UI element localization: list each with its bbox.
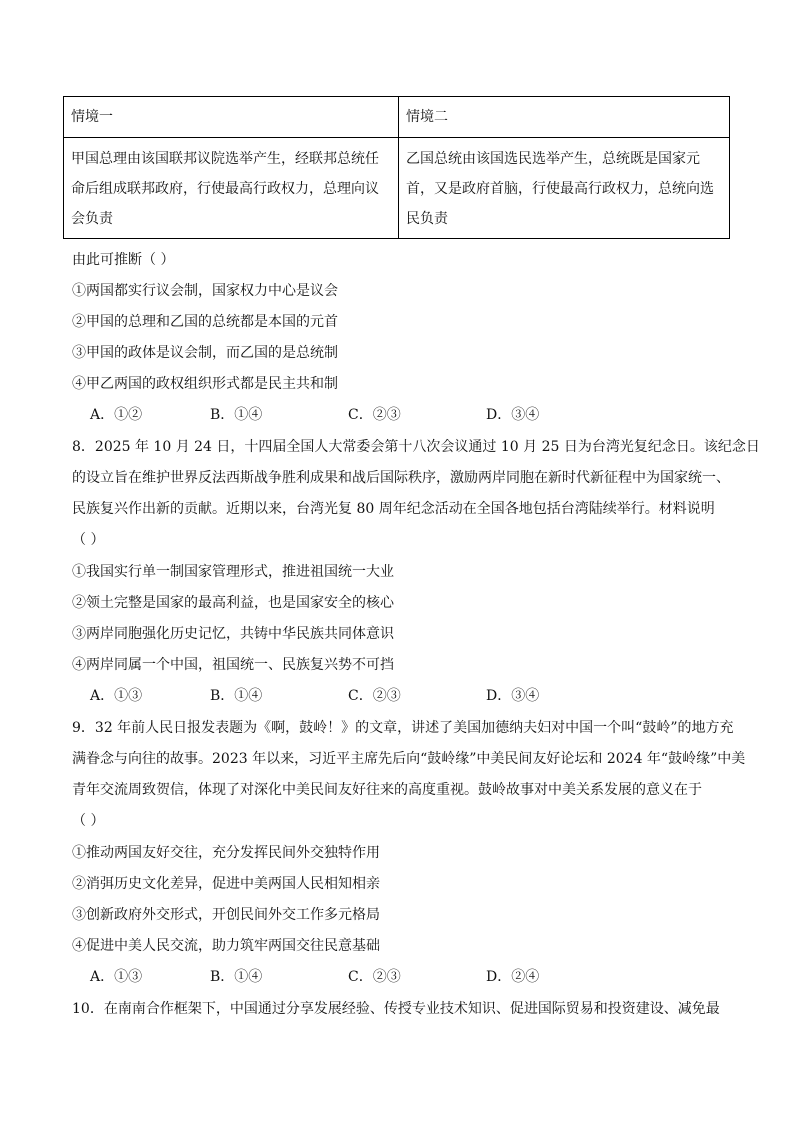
- q9-statement-1: ①推动两国友好交往，充分发挥民间外交独特作用: [72, 845, 380, 861]
- q7-option-a[interactable]: A．①②: [90, 407, 143, 423]
- q8-stem-line-3: 民族复兴作出新的贡献。近期以来，台湾光复 80 周年纪念活动在全国各地包括台湾陆续举行。材料说明: [72, 501, 715, 517]
- q9-option-b[interactable]: B．①④: [210, 969, 263, 985]
- q9-statement-3: ③创新政府外交形式，开创民间外交工作多元格局: [72, 907, 380, 923]
- q9-statement-2: ②消弭历史文化差异，促进中美两国人民相知相亲: [72, 876, 380, 892]
- q9-stem-line-1: 9．32 年前人民日报发表题为《啊，鼓岭！》的文章，讲述了美国加德纳夫妇对中国一个叫“鼓岭”的地方充: [72, 720, 734, 736]
- q7-option-c[interactable]: C．②③: [348, 407, 401, 423]
- q8-stem-line-1: 8．2025 年 10 月 24 日，十四届全国人大常委会第十八次会议通过 10 月 25 日为台湾光复纪念日。该纪念日: [72, 439, 760, 455]
- table-header-row: [64, 97, 730, 138]
- q7-statement-1: ①两国都实行议会制，国家权力中心是议会: [72, 283, 338, 299]
- q8-option-b[interactable]: B．①④: [210, 688, 263, 704]
- table-cell-situation-1: 甲国总理由该国联邦议院选举产生，经联邦总统任命后组成联邦政府，行使最高行政权力，总理向议会负责: [64, 138, 399, 239]
- q7-statement-3: ③甲国的政体是议会制，而乙国的是总统制: [72, 345, 338, 361]
- q8-statement-1: ①我国实行单一制国家管理形式，推进祖国统一大业: [72, 564, 394, 580]
- q8-option-a[interactable]: A．①③: [90, 688, 143, 704]
- q8-statement-2: ②领土完整是国家的最高利益，也是国家安全的核心: [72, 595, 394, 611]
- q9-option-c[interactable]: C．②③: [348, 969, 401, 985]
- situation-table: [63, 96, 730, 239]
- q9-option-a[interactable]: A．①③: [90, 969, 143, 985]
- q8-stem-line-2: 的设立旨在维护世界反法西斯战争胜利成果和战后国际秩序，激励两岸同胞在新时代新征程中为国家统一、: [72, 470, 730, 486]
- q8-options: [90, 686, 606, 706]
- table-cell-situation-2: 乙国总统由该国选民选举产生，总统既是国家元首，又是政府首脑，行使最高行政权力，总统向选民负责: [399, 138, 730, 239]
- q9-stem-line-2: 满眷念与向往的故事。2023 年以来，习近平主席先后向“鼓岭缘”中美民间友好论坛和 2024 年“鼓岭缘”中美: [72, 751, 746, 767]
- q7-statement-2: ②甲国的总理和乙国的总统都是本国的元首: [72, 314, 338, 330]
- q7-stem: 由此可推断（ ）: [72, 252, 175, 268]
- q8-stem-line-4: （ ）: [72, 532, 105, 548]
- q9-option-d[interactable]: D．②④: [486, 969, 540, 985]
- q8-option-d[interactable]: D．③④: [486, 688, 540, 704]
- q7-statement-4: ④甲乙两国的政权组织形式都是民主共和制: [72, 376, 338, 392]
- q7-option-b[interactable]: B．①④: [210, 407, 263, 423]
- q8-statement-3: ③两岸同胞强化历史记忆，共铸中华民族共同体意识: [72, 626, 394, 642]
- table-header-2: 情境二: [399, 97, 730, 138]
- table-row: [64, 138, 730, 239]
- table-header-1: 情境一: [64, 97, 399, 138]
- q7-option-d[interactable]: D．③④: [486, 407, 540, 423]
- q10-stem-line-1: 10．在南南合作框架下，中国通过分享发展经验、传授专业技术知识、促进国际贸易和投资建设、减免最: [72, 1001, 720, 1017]
- q8-option-c[interactable]: C．②③: [348, 688, 401, 704]
- q9-options: [90, 967, 606, 987]
- q8-statement-4: ④两岸同属一个中国，祖国统一、民族复兴势不可挡: [72, 657, 394, 673]
- q9-stem-line-4: （ ）: [72, 813, 105, 829]
- q7-options: [90, 405, 606, 425]
- q9-statement-4: ④促进中美人民交流，助力筑牢两国交往民意基础: [72, 938, 380, 954]
- q9-stem-line-3: 青年交流周致贺信，体现了对深化中美民间友好往来的高度重视。鼓岭故事对中美关系发展的意义在于: [72, 782, 702, 798]
